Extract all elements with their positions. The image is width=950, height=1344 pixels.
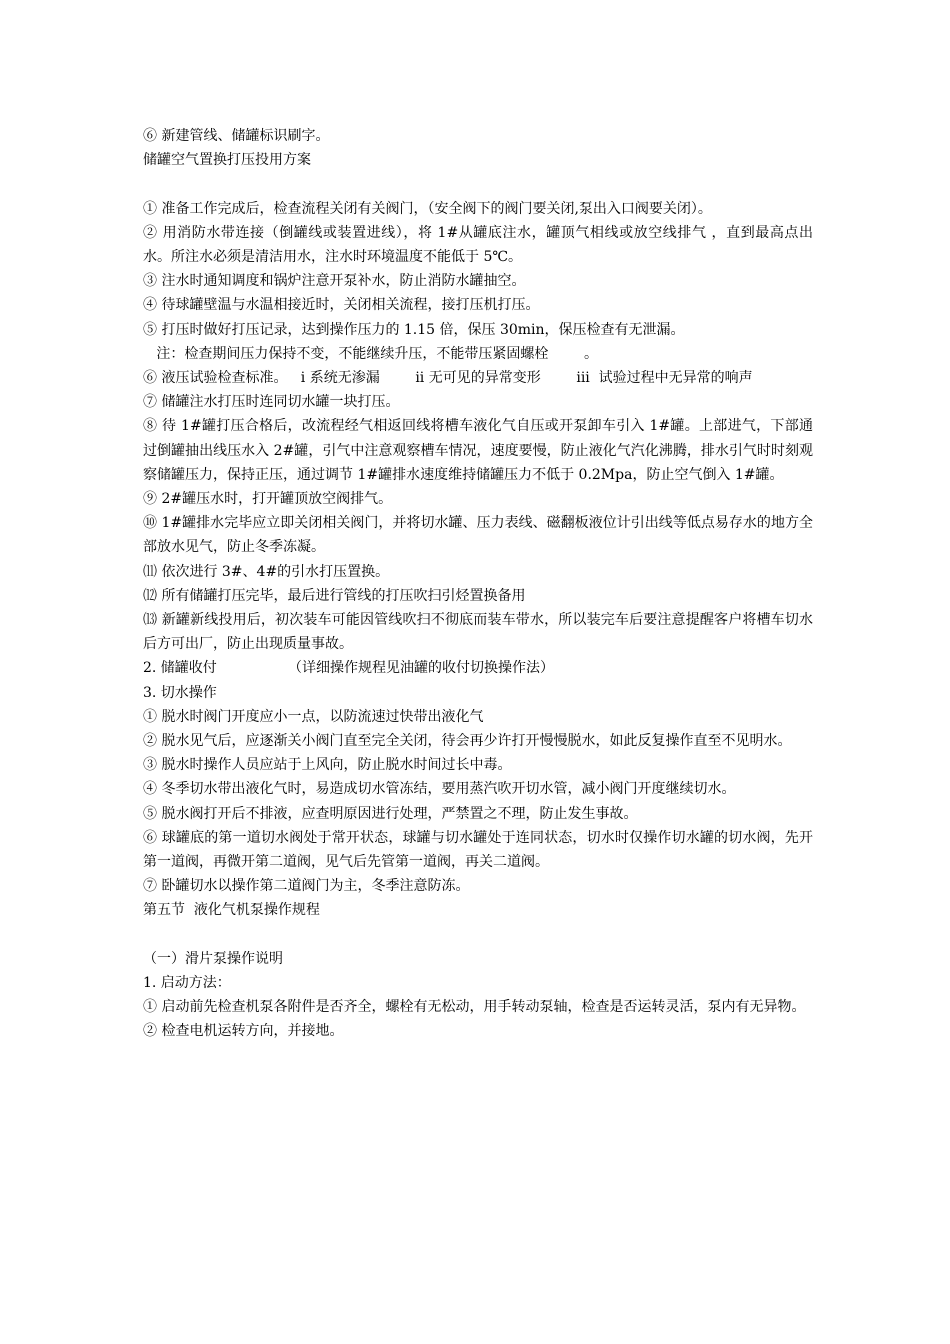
step-4-pressurize: ④ 待球罐壁温与水温相接近时，关闭相关流程，接打压机打压。	[143, 297, 540, 314]
drain-step-3: ③ 脱水时操作人员应站于上风向，防止脱水时间过长中毒。	[143, 757, 512, 774]
step-10-close-valves: ⑩ 1#罐排水完毕应立即关闭相关阀门，并将切水罐、压力表线、磁翻板液位计引出线等低点易存水的地方全部放水见气，防止冬季冻凝。	[143, 515, 813, 556]
drain-step-1: ① 脱水时阀门开度应小一点，以防流速过快带出液化气	[143, 708, 484, 725]
step-12-pipeline-purge: ⑿ 所有储罐打压完毕，最后进行管线的打压吹扫引烃置换备用	[143, 587, 526, 604]
drain-step-2: ② 脱水见气后，应逐渐关小阀门直至完全关闭，待会再少许打开慢慢脱水，如此反复操作直至不见明水。	[143, 733, 792, 750]
step-5-pressure-record: ⑤ 打压时做好打压记录，达到操作压力的 1.15 倍，保压 30min，保压检查有无泄漏。	[143, 321, 685, 338]
step-6-test-standard: ⑥ 液压试验检查标准。 i 系统无渗漏 ii 无可见的异常变形 iii 试验过程中无异常的响声	[143, 370, 753, 387]
step-2-water-injection: ② 用消防水带连接（倒罐线或装置进线），将 1#从罐底注水，罐顶气相线或放空线排气 ，直到最高点出水。所注水必须是清洁用水，注水时环境温度不能低于 5℃。	[143, 224, 813, 265]
subsection-vane-pump: （一）滑片泵操作说明	[143, 950, 283, 967]
startup-step-1: ① 启动前先检查机泵各附件是否齐全，螺栓有无松动，用手转动泵轴，检查是否运转灵活，泵内有无异物。	[143, 999, 806, 1016]
section-3-draining-title: 3. 切水操作	[143, 684, 217, 701]
step-11-sequence: ⑾ 依次进行 3#、4#的引水打压置换。	[143, 563, 390, 580]
step-1-preparation: ① 准备工作完成后，检查流程关闭有关阀门，（安全阀下的阀门要关闭,泵出入口阀要关闭）。	[143, 200, 712, 217]
section-5-title: 第五节 液化气机泵操作规程	[143, 902, 320, 919]
step-8-gas-introduction: ⑧ 待 1#罐打压合格后，改流程经气相返回线将槽车液化气自压或开泵卸车引入 1#罐。上部进气，下部通过倒罐抽出线压水入 2#罐，引气中注意观察槽车情况，速度要慢，防止液化气汽化沸腾，排水引气时时刻观察储罐压力，保持正压，通过调节 1#罐排水速度维持储罐压力不低于 0.2Mpa，防止空气倒入 1#罐。	[143, 418, 813, 483]
drain-step-5: ⑤ 脱水阀打开后不排液，应查明原因进行处理，严禁置之不理，防止发生事故。	[143, 805, 638, 822]
blank-line	[143, 923, 813, 947]
drain-step-4: ④ 冬季切水带出液化气时，易造成切水管冻结，要用蒸汽吹开切水管，减小阀门开度继续切水。	[143, 781, 736, 798]
step-7-drain-tank-test: ⑦ 储罐注水打压时连同切水罐一块打压。	[143, 394, 400, 411]
startup-step-2: ② 检查电机运转方向，并接地。	[143, 1023, 344, 1040]
document-page	[143, 124, 813, 1044]
note-pressure-check: 注：检查期间压力保持不变，不能继续升压，不能带压紧固螺栓 。	[143, 345, 598, 362]
item-6-new-pipeline-labels: ⑥ 新建管线、储罐标识刷字。	[143, 128, 330, 144]
step-13-first-loading: ⒀ 新罐新线投用后，初次装车可能因管线吹扫不彻底而装车带水，所以装完车后要注意提醒客户将槽车切水后方可出厂，防止出现质量事故。	[143, 612, 813, 653]
section-2-tank-receiving: 2. 储罐收付 （详细操作规程见油罐的收付切换操作法）	[143, 660, 555, 677]
step-9-vent: ⑨ 2#罐压水时，打开罐顶放空阀排气。	[143, 491, 393, 508]
drain-step-7: ⑦ 卧罐切水以操作第二道阀门为主，冬季注意防冻。	[143, 878, 470, 895]
step-3-notify-dispatch: ③ 注水时通知调度和锅炉注意开泵补水，防止消防水罐抽空。	[143, 273, 526, 290]
startup-method-title: 1. 启动方法：	[143, 975, 231, 992]
blank-line	[143, 172, 813, 196]
section-title-air-replacement: 储罐空气置换打压投用方案	[143, 152, 311, 169]
drain-step-6: ⑥ 球罐底的第一道切水阀处于常开状态，球罐与切水罐处于连同状态，切水时仅操作切水罐的切水阀，先开第一道阀，再微开第二道阀，见气后先管第一道阀，再关二道阀。	[143, 829, 813, 871]
